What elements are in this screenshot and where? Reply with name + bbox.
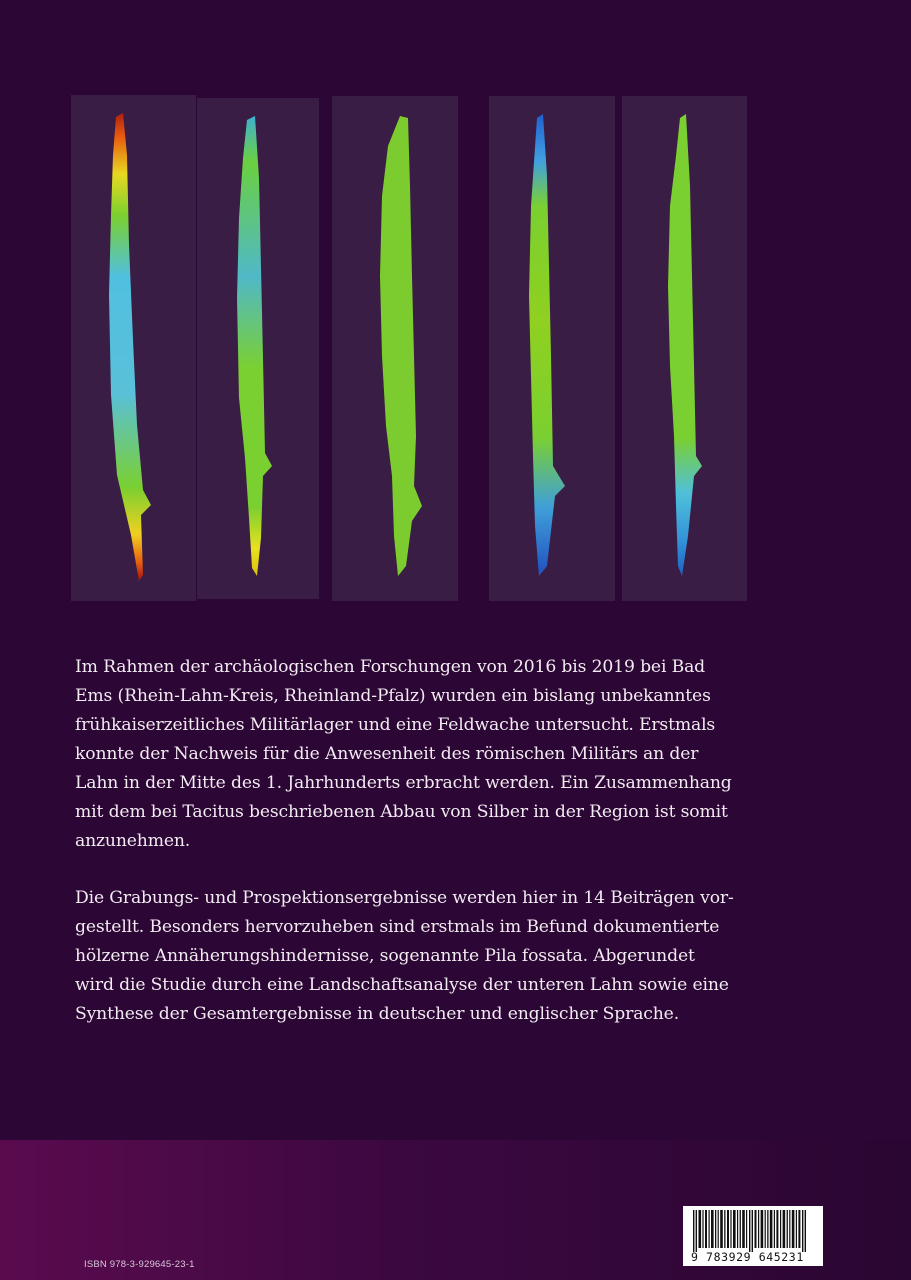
description-paragraph-1 (75, 653, 845, 856)
text-line: anzunehmen. (75, 831, 191, 851)
barcode (683, 1206, 823, 1266)
description-paragraph-2 (75, 884, 845, 1029)
text-line: Im Rahmen der archäologischen Forschungen von 2016 bis 2019 bei Bad (75, 657, 706, 677)
text-line: Die Grabungs- und Prospektionsergebnisse werden hier in 14 Beiträgen vor- (75, 888, 734, 908)
text-line: konnte der Nachweis für die Anwesenheit des römischen Militärs an der (75, 744, 699, 764)
text-line: gestellt. Besonders hervorzuheben sind erstmals im Befund dokumentierte (75, 917, 720, 937)
text-line: wird die Studie durch eine Landschaftsanalyse der unteren Lahn sowie eine (75, 975, 729, 995)
artifact-scan-3 (332, 96, 458, 601)
text-line: Ems (Rhein-Lahn-Kreis, Rheinland-Pfalz) wurden ein bislang unbekanntes (75, 686, 711, 706)
barcode-digits: 9 783929 645231 (691, 1250, 804, 1264)
isbn-text: ISBN 978-3-929645-23-1 (84, 1259, 195, 1270)
artifact-scan-4 (489, 96, 615, 601)
text-line: mit dem bei Tacitus beschriebenen Abbau von Silber in der Region ist somit (75, 802, 728, 822)
artifact-scan-1 (71, 95, 196, 601)
artifact-scan-2 (197, 98, 319, 599)
artifact-scan-5 (622, 96, 747, 601)
text-line: frühkaiserzeitliches Militärlager und eine Feldwache untersucht. Erstmals (75, 715, 716, 735)
text-line: hölzerne Annäherungshindernisse, sogenannte Pila fossata. Abgerundet (75, 946, 695, 966)
text-line: Lahn in der Mitte des 1. Jahrhunderts erbracht werden. Ein Zusammenhang (75, 773, 732, 793)
text-line: Synthese der Gesamtergebnisse in deutscher und englischer Sprache. (75, 1004, 680, 1024)
